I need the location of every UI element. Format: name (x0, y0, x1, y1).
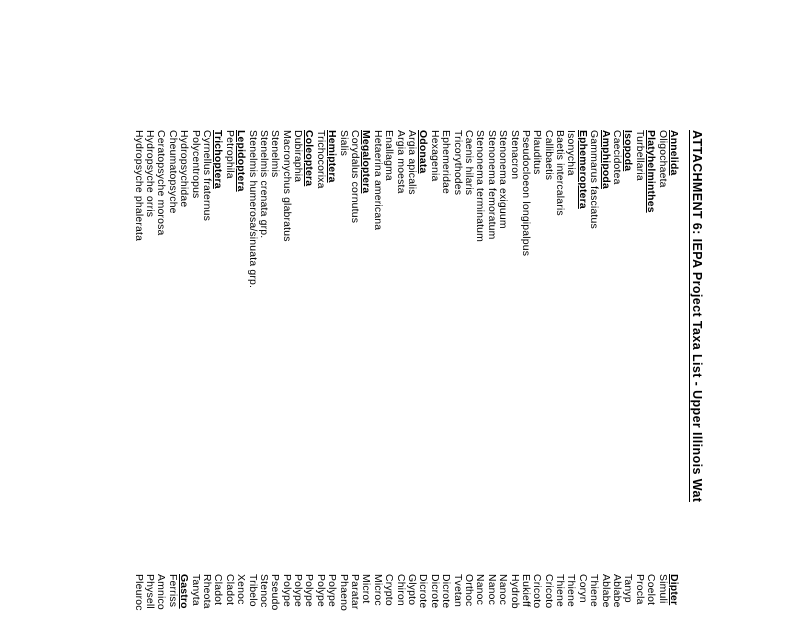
taxa-entry: Cheumatopsyche (166, 130, 178, 214)
taxa-entry: Tricorythodes (451, 130, 463, 196)
taxa-entry: Procla (633, 574, 645, 605)
taxa-entry: Cricoto (542, 574, 554, 609)
taxa-entry: Dubiraphia (292, 130, 304, 183)
taxa-entry: Stenoc (257, 574, 269, 608)
taxa-entry: Dicrote (417, 574, 429, 609)
taxa-group-heading: Hemiptera (326, 130, 338, 183)
taxa-entry: Hetaerina americana (371, 130, 383, 231)
taxa-entry: Hydropsyche orris (144, 130, 156, 218)
taxa-entry: Isonychia (565, 130, 577, 176)
taxa-entry: Ephemeridae (440, 130, 452, 195)
taxa-entry: Argia apicalis (406, 130, 418, 195)
taxa-entry: Hydropsyche phalerata (132, 130, 144, 242)
taxa-group-heading: Dipter (668, 574, 679, 606)
taxa-entry: Rheota (200, 574, 212, 609)
taxa-entry: Hydrob (508, 574, 520, 609)
taxa-entry: Cladot (223, 574, 235, 606)
taxa-entry: Cricoto (531, 574, 543, 609)
taxa-entry: Xenoc (235, 574, 247, 605)
taxa-entry: Nanoc (485, 574, 497, 606)
taxa-entry: Baetis intercalaris (554, 130, 566, 216)
taxa-group-heading: Ephemeroptera (576, 130, 588, 209)
taxa-group-heading: Amphipoda (599, 130, 611, 189)
taxa-entry: Coryn (576, 574, 588, 603)
taxa-entry: Stenelmis crenata grp. (257, 130, 269, 239)
taxa-entry: Thiene (554, 574, 566, 607)
taxa-entry: Polype (326, 574, 338, 607)
taxa-entry: Polype (314, 574, 326, 607)
taxa-entry: Trichocorixa (314, 130, 326, 189)
taxa-entry: Argia moesta (394, 130, 406, 194)
taxa-entry: Callibaetis (542, 130, 554, 181)
taxa-entry: Microt (360, 574, 372, 604)
taxa-entry: Simuli (656, 574, 668, 604)
taxa-entry: Dicrote (428, 574, 440, 609)
taxa-entry: Tribelo (246, 574, 258, 607)
taxa-entry: Caecidotea (611, 130, 623, 185)
taxa-entry: Pseudocloeon longipalpus (519, 130, 531, 257)
taxa-group-heading: Megaloptera (360, 130, 372, 194)
taxa-entry: Pleuroc (132, 574, 144, 611)
taxa-entry: Coelot (645, 574, 657, 606)
taxa-entry: Polycentropus (189, 130, 201, 199)
taxa-entry: Stenelmis (269, 130, 281, 178)
taxa-entry: Ceratopsyche morosa (155, 130, 167, 236)
taxa-entry: Hydropsychidae (178, 130, 190, 208)
taxa-entry: Hexagenia (428, 130, 440, 182)
taxa-entry: Polype (280, 574, 292, 607)
taxa-entry: Sialis (337, 130, 349, 157)
taxa-entry: Chiron (394, 574, 406, 606)
taxa-entry: Macronychus glabratus (280, 130, 292, 242)
taxa-group-heading: Coleoptera (303, 130, 315, 187)
taxa-entry: Stenonema femoratum (485, 130, 497, 240)
taxa-entry: Thiene (588, 574, 600, 607)
taxa-entry: Ablabe (611, 574, 623, 608)
taxa-entry: Ablabe (599, 574, 611, 608)
taxa-entry: Cladot (212, 574, 224, 606)
taxa-entry: Pseudo (269, 574, 281, 611)
taxa-group-heading: Trichoptera (212, 130, 224, 189)
taxa-entry: Gammarus fasciatus (588, 130, 600, 229)
taxa-group-heading: Platyhelminthes (645, 130, 657, 213)
taxa-entry: Polype (292, 574, 304, 607)
document-title: ATTACHMENT 6: IEPA Project Taxa List - Upper Illinois Wat (690, 130, 704, 503)
taxa-group-heading: Isopoda (622, 130, 634, 172)
taxa-entry: Oligochaeta (656, 130, 668, 188)
rotated-document-page (0, 130, 704, 618)
taxa-entry: Orthoc (462, 574, 474, 607)
taxa-entry: Cyrnellus fraternus (200, 130, 212, 221)
taxa-entry: Phaeno (337, 574, 349, 612)
taxa-entry: Physell (144, 574, 156, 609)
taxa-entry: Caenis hilaris (462, 130, 474, 196)
taxa-group-heading: Odonata (417, 130, 429, 174)
taxa-entry: Tvetan (451, 574, 463, 607)
taxa-entry: Stenonema exiguum (497, 130, 509, 229)
taxa-group-heading: Lepidoptera (235, 130, 247, 192)
taxa-column-right (132, 574, 679, 611)
taxa-entry: Polype (303, 574, 315, 607)
taxa-entry: Ferriss (166, 574, 178, 608)
taxa-entry: Petrophila (223, 130, 235, 179)
taxa-group-heading: Gastro (178, 574, 190, 609)
taxa-column-left (132, 130, 679, 288)
taxa-entry: Corydalus cornutus (349, 130, 361, 224)
taxa-entry: Tanyp (622, 574, 634, 603)
taxa-group-heading: Annelida (668, 130, 679, 176)
taxa-entry: Stenacron (508, 130, 520, 180)
taxa-entry: Enallagma (383, 130, 395, 181)
taxa-entry: Microc (371, 574, 383, 606)
taxa-entry: Tanyta (189, 574, 201, 606)
taxa-entry: Amnico (155, 574, 167, 610)
taxa-entry: Turbellaria (633, 130, 645, 181)
taxa-entry: Eukieff (519, 574, 531, 607)
taxa-entry: Crypto (383, 574, 395, 606)
taxa-entry: Plauditus (531, 130, 543, 175)
taxa-entry: Stenonema terminatum (474, 130, 486, 243)
taxa-entry: Stenelmis humerosa/sinuata grp. (246, 130, 258, 289)
taxa-entry: Dicrote (440, 574, 452, 609)
taxa-entry: Nanoc (474, 574, 486, 606)
taxa-entry: Paratar (349, 574, 361, 610)
taxa-entry: Glypto (406, 574, 418, 606)
taxa-entry: Nanoc (497, 574, 509, 606)
taxa-entry: Thiene (565, 574, 577, 607)
